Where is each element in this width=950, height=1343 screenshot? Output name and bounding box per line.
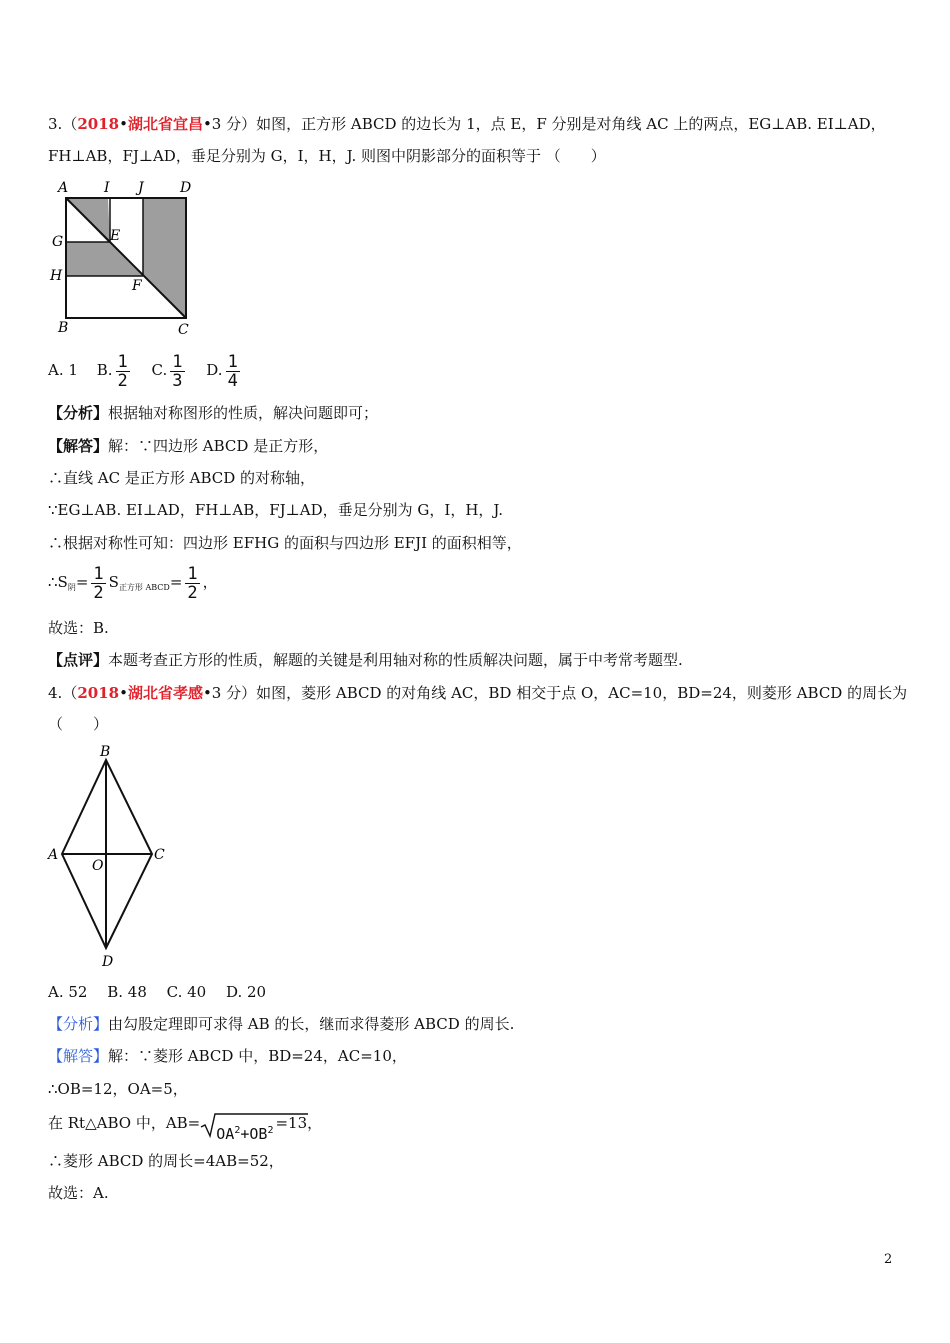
analysis-text: 由勾股定理即可求得 AB 的长，继而求得菱形 ABCD 的周长. <box>108 1015 515 1033</box>
solution-tag: 【解答】 <box>48 437 109 455</box>
label-i: I <box>104 180 110 196</box>
numerator: 1 <box>117 351 128 372</box>
q4-number: 4. <box>48 684 63 702</box>
q3-option-b[interactable] <box>97 350 133 390</box>
label-g: G <box>52 234 64 250</box>
step-suffix: =13， <box>275 1114 323 1132</box>
label-d: D <box>180 180 192 196</box>
q3-stem-line1 <box>48 114 886 134</box>
fraction <box>170 353 184 390</box>
comment-tag: 【点评】 <box>48 651 109 669</box>
denominator: 2 <box>187 582 198 603</box>
numerator: 1 <box>227 351 238 372</box>
subscript: 正方形 ABCD <box>118 583 170 592</box>
q3-step1: ∴直线 AC 是正方形 ABCD 的对称轴， <box>48 469 316 487</box>
q3-text: 如图，正方形 ABCD 的边长为 1，点 E，F 分别是对角线 AC 上的两点，EG⊥AB. EI⊥AD， <box>256 115 886 133</box>
exponent: 2 <box>267 1125 274 1136</box>
fraction <box>116 353 130 390</box>
q3-option-d[interactable] <box>206 350 243 390</box>
q4-answer: 故选：A. <box>48 1184 109 1202</box>
label-c: C <box>154 847 165 863</box>
label-d: D <box>102 954 114 970</box>
label-j: J <box>138 180 144 196</box>
denominator: 3 <box>172 370 183 391</box>
q4-text: 如图，菱形 ABCD 的对角线 AC，BD 相交于点 O，AC=10，BD=24，则菱形 ABCD 的周长为 <box>256 684 908 702</box>
option-label: C. <box>151 361 168 379</box>
q3-step3: ∴根据对称性可知：四边形 EFHG 的面积与四边形 EFJI 的面积相等， <box>48 534 522 552</box>
numerator: 1 <box>93 563 104 584</box>
label-c: C <box>178 322 189 336</box>
q3-option-c[interactable] <box>152 350 188 390</box>
radicand-term: +OB <box>240 1125 268 1143</box>
q3-source: 湖北省宜昌 <box>127 115 203 133</box>
comma: ， <box>202 573 218 591</box>
q4-source: 湖北省孝感 <box>127 684 203 702</box>
solution-text: 解：∵菱形 ABCD 中，BD=24，AC=10， <box>108 1047 407 1065</box>
fraction <box>185 565 199 602</box>
option-value: 1 <box>68 361 78 379</box>
label-a: A <box>48 847 59 863</box>
q3-step4 <box>48 560 218 610</box>
denominator: 2 <box>93 582 104 603</box>
solution-tag: 【解答】 <box>48 1047 109 1065</box>
analysis-tag: 【分析】 <box>48 404 109 422</box>
q4-stem-line1 <box>48 683 907 703</box>
q3-solution <box>48 436 328 456</box>
analysis-tag: 【分析】 <box>48 1015 109 1033</box>
q3-number: 3. <box>48 115 63 133</box>
comment-text: 本题考查正方形的性质，解题的关键是利用轴对称的性质解决问题，属于中考常考题型. <box>108 651 683 669</box>
q3-analysis <box>48 403 378 423</box>
page-number: 2 <box>884 1252 893 1267</box>
exponent: 2 <box>234 1125 241 1136</box>
step-prefix: 在 Rt△ABO 中，AB= <box>48 1114 201 1132</box>
q3-option-a[interactable] <box>48 350 78 390</box>
q4-step2 <box>48 1108 323 1143</box>
subscript: 阴 <box>67 583 76 592</box>
option-label: A. <box>48 361 64 379</box>
s-symbol: ∴S <box>48 573 68 591</box>
q4-rhombus-figure <box>44 742 174 972</box>
q4-step3: ∴菱形 ABCD 的周长=4AB=52， <box>48 1152 284 1170</box>
q4-solution <box>48 1046 407 1066</box>
fraction <box>226 353 240 390</box>
label-e: E <box>110 228 121 244</box>
solution-text: 解：∵四边形 ABCD 是正方形， <box>108 437 329 455</box>
shaded-region-3 <box>143 198 186 318</box>
label-b: B <box>58 320 69 336</box>
q3-square-figure <box>46 176 206 336</box>
q4-analysis <box>48 1014 514 1034</box>
analysis-text: 根据轴对称图形的性质，解决问题即可； <box>108 404 379 422</box>
option-label: B. <box>96 361 113 379</box>
q3-comment <box>48 650 683 670</box>
numerator: 1 <box>172 351 183 372</box>
q4-dot: • <box>119 684 128 702</box>
denominator: 4 <box>227 370 238 391</box>
equals: = <box>169 573 183 591</box>
q3-step2: ∵EG⊥AB. EI⊥AD，FH⊥AB，FJ⊥AD，垂足分别为 G，I，H，J. <box>48 501 504 519</box>
q4-score: •3 分） <box>202 684 257 702</box>
shaded-region-2 <box>66 242 143 276</box>
q4-options[interactable]: A. 52 B. 48 C. 40 D. 20 <box>48 983 267 1001</box>
q4-stem-line2: （ ） <box>48 715 109 733</box>
s-symbol: S <box>108 573 119 591</box>
option-label: D. <box>206 361 223 379</box>
q4-year: 2018 <box>77 684 120 702</box>
q3-paren: （ <box>62 115 78 133</box>
label-o: O <box>92 858 104 874</box>
q3-score: •3 分） <box>202 115 257 133</box>
label-h: H <box>50 268 63 284</box>
numerator: 1 <box>187 563 198 584</box>
radical-sign-icon <box>200 1112 310 1138</box>
fraction <box>91 565 105 602</box>
q3-answer: 故选：B. <box>48 619 109 637</box>
q4-step1: ∴OB=12，OA=5， <box>48 1080 188 1098</box>
label-b: B <box>100 744 111 760</box>
denominator: 2 <box>117 370 128 391</box>
label-f: F <box>132 278 142 294</box>
square-root <box>200 1112 275 1143</box>
q3-year: 2018 <box>77 115 120 133</box>
q3-stem-line2: FH⊥AB，FJ⊥AD，垂足分别为 G，I，H，J. 则图中阴影部分的面积等于 （ ） <box>48 147 606 165</box>
label-a: A <box>58 180 69 196</box>
q3-options <box>48 350 257 390</box>
equals: = <box>75 573 89 591</box>
q3-dot: • <box>119 115 128 133</box>
radicand-term: OA <box>216 1125 235 1143</box>
q4-paren: （ <box>62 684 78 702</box>
